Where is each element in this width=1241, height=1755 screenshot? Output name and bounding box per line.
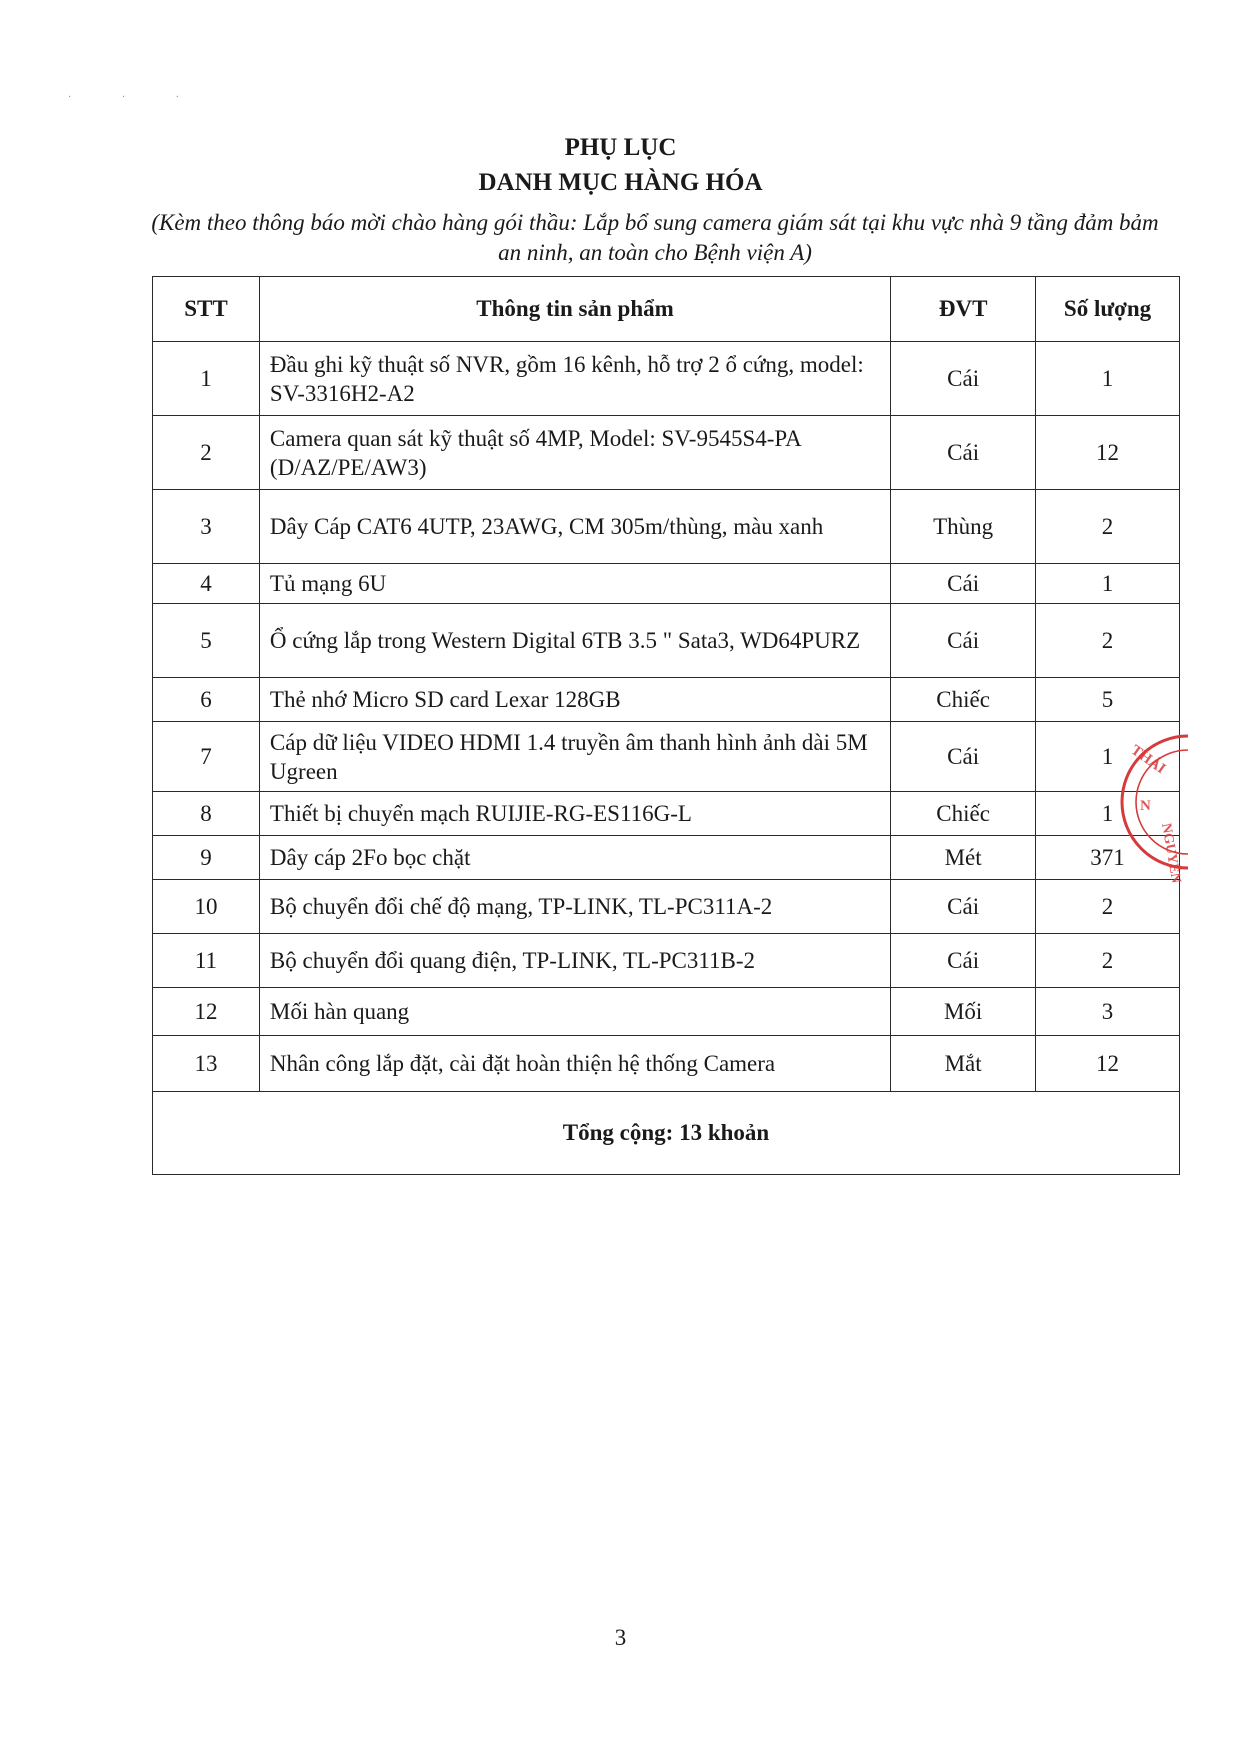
cell-product-info: Mối hàn quang [259, 988, 890, 1036]
table-row [153, 416, 1180, 490]
header-stt: STT [153, 277, 260, 342]
cell-stt: 11 [153, 934, 260, 988]
cell-product-info: Bộ chuyển đổi quang điện, TP-LINK, TL-PC311B-2 [259, 934, 890, 988]
cell-product-info: Cáp dữ liệu VIDEO HDMI 1.4 truyền âm thanh hình ảnh dài 5M Ugreen [259, 722, 890, 792]
cell-quantity: 1 [1036, 564, 1180, 604]
header-unit: ĐVT [891, 277, 1036, 342]
cell-unit: Cái [891, 604, 1036, 678]
cell-unit: Chiếc [891, 792, 1036, 836]
cell-unit: Mét [891, 836, 1036, 880]
document-title: PHỤ LỤC [564, 134, 677, 161]
table-row [153, 792, 1180, 836]
cell-quantity: 12 [1036, 1036, 1180, 1092]
cell-unit: Mắt [891, 1036, 1036, 1092]
cell-quantity: 371 [1036, 836, 1180, 880]
cell-quantity: 5 [1036, 678, 1180, 722]
document-heading: DANH MỤC HÀNG HÓA [478, 169, 763, 196]
cell-product-info: Ổ cứng lắp trong Western Digital 6TB 3.5 " Sata3, WD64PURZ [259, 604, 890, 678]
cell-quantity: 2 [1036, 934, 1180, 988]
cell-quantity: 3 [1036, 988, 1180, 1036]
cell-unit: Cái [891, 880, 1036, 934]
cell-unit: Cái [891, 722, 1036, 792]
table-row [153, 988, 1180, 1036]
cell-quantity: 12 [1036, 416, 1180, 490]
document-subtitle: (Kèm theo thông báo mời chào hàng gói thầu: Lắp bổ sung camera giám sát tại khu vực nhà 9 tầng đảm bảm an ninh, an toàn cho Bệnh viện A) [151, 210, 1159, 265]
cell-quantity: 2 [1036, 604, 1180, 678]
table-header-row [153, 277, 1180, 342]
cell-stt: 9 [153, 836, 260, 880]
seal-text-top: THÁI [1127, 742, 1169, 778]
cell-stt: 1 [153, 342, 260, 416]
cell-unit: Mối [891, 988, 1036, 1036]
table-row [153, 490, 1180, 564]
cell-stt: 10 [153, 880, 260, 934]
table-row [153, 934, 1180, 988]
table-row [153, 604, 1180, 678]
cell-product-info: Thiết bị chuyển mạch RUIJIE-RG-ES116G-L [259, 792, 890, 836]
cell-product-info: Tủ mạng 6U [259, 564, 890, 604]
cell-product-info: Dây Cáp CAT6 4UTP, 23AWG, CM 305m/thùng, màu xanh [259, 490, 890, 564]
cell-product-info: Nhân công lắp đặt, cài đặt hoàn thiện hệ thống Camera [259, 1036, 890, 1092]
cell-quantity: 2 [1036, 490, 1180, 564]
cell-product-info: Camera quan sát kỹ thuật số 4MP, Model: SV-9545S4-PA (D/AZ/PE/AW3) [259, 416, 890, 490]
cell-stt: 3 [153, 490, 260, 564]
cell-quantity: 1 [1036, 722, 1180, 792]
cell-unit: Cái [891, 342, 1036, 416]
scan-specks: · · · [68, 92, 203, 103]
seal-text-side: NGUYÊN [1158, 822, 1184, 885]
cell-quantity: 2 [1036, 880, 1180, 934]
table-body [153, 342, 1180, 1092]
cell-product-info: Đầu ghi kỹ thuật số NVR, gồm 16 kênh, hỗ trợ 2 ổ cứng, model: SV-3316H2-A2 [259, 342, 890, 416]
cell-stt: 12 [153, 988, 260, 1036]
cell-stt: 4 [153, 564, 260, 604]
cell-product-info: Dây cáp 2Fo bọc chặt [259, 836, 890, 880]
goods-table [152, 276, 1180, 1175]
cell-unit: Thùng [891, 490, 1036, 564]
table-row [153, 1036, 1180, 1092]
table-row [153, 678, 1180, 722]
page-number: 3 [614, 1625, 627, 1650]
seal-text-mid: N [1140, 798, 1151, 814]
cell-unit: Chiếc [891, 678, 1036, 722]
header-product-info: Thông tin sản phẩm [259, 277, 890, 342]
cell-product-info: Bộ chuyển đổi chế độ mạng, TP-LINK, TL-PC311A-2 [259, 880, 890, 934]
total-row [153, 1092, 1180, 1175]
cell-unit: Cái [891, 934, 1036, 988]
cell-stt: 5 [153, 604, 260, 678]
cell-stt: 2 [153, 416, 260, 490]
cell-stt: 8 [153, 792, 260, 836]
cell-quantity: 1 [1036, 792, 1180, 836]
total-cell: Tổng cộng: 13 khoản [153, 1092, 1180, 1175]
cell-quantity: 1 [1036, 342, 1180, 416]
cell-stt: 13 [153, 1036, 260, 1092]
red-seal-stamp [1118, 712, 1188, 892]
table-row [153, 722, 1180, 792]
cell-stt: 7 [153, 722, 260, 792]
header-quantity: Số lượng [1036, 277, 1180, 342]
table-row [153, 564, 1180, 604]
table-row [153, 836, 1180, 880]
cell-unit: Cái [891, 564, 1036, 604]
table-row [153, 342, 1180, 416]
cell-stt: 6 [153, 678, 260, 722]
cell-product-info: Thẻ nhớ Micro SD card Lexar 128GB [259, 678, 890, 722]
cell-unit: Cái [891, 416, 1036, 490]
table-row [153, 880, 1180, 934]
seal-graphic [1118, 712, 1188, 892]
